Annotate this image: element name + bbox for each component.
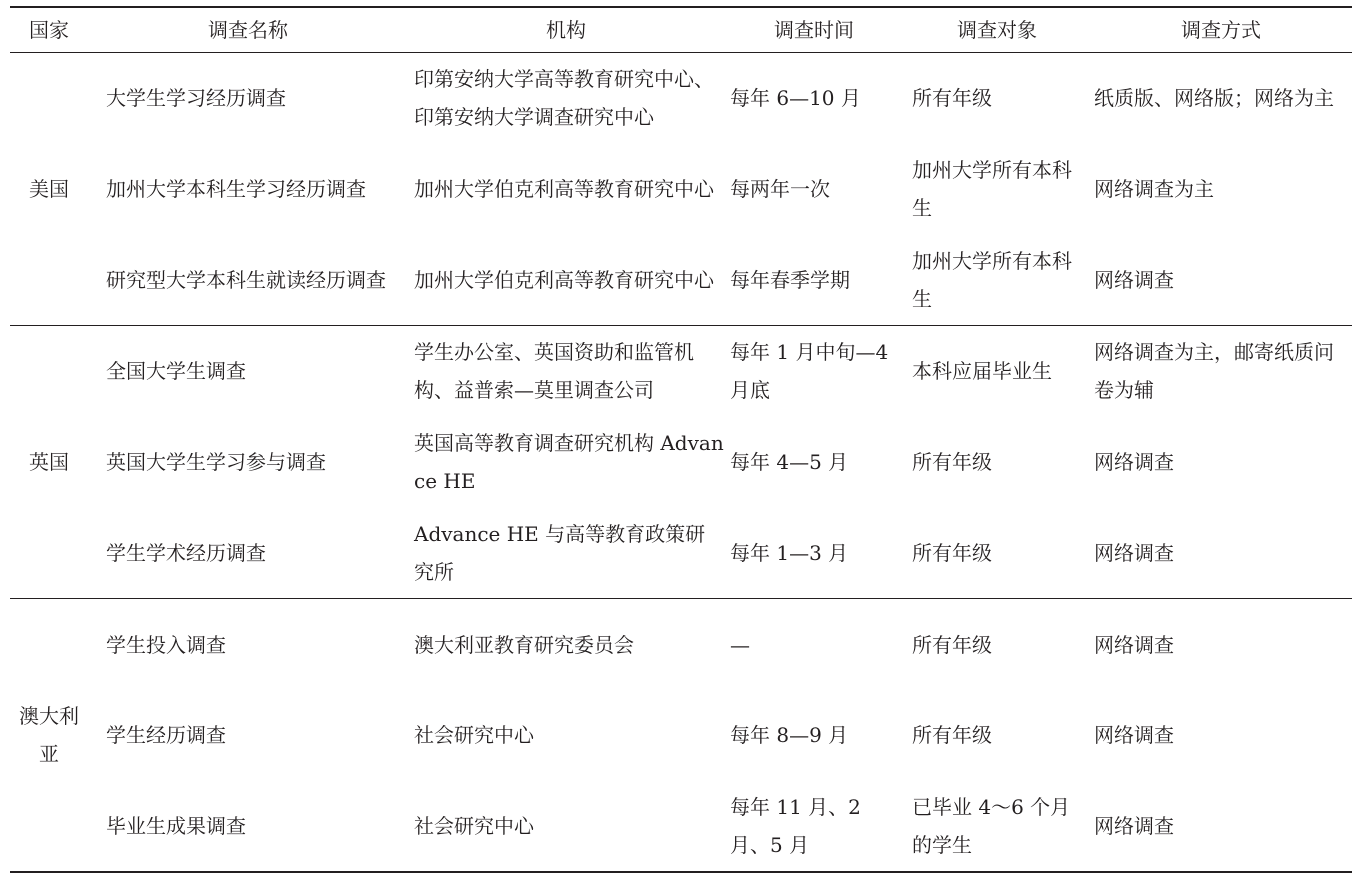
header-survey-time: 调查时间 <box>774 18 854 42</box>
survey-target-cell: 加州大学所有本科生 <box>912 158 1072 221</box>
table-row <box>10 326 1352 417</box>
header-survey-name: 调查名称 <box>208 18 288 42</box>
survey-method-cell: 网络调查为主 <box>1094 177 1214 202</box>
survey-method-cell: 网络调查 <box>1094 723 1174 748</box>
survey-time-cell: 每年 4—5 月 <box>730 450 849 475</box>
header-survey-method: 调查方式 <box>1181 18 1261 42</box>
country-cell: 美国 <box>29 177 69 202</box>
header-row <box>10 7 1352 53</box>
survey-target-cell: 所有年级 <box>912 632 992 657</box>
survey-time-cell: 每年 8—9 月 <box>730 723 849 748</box>
institution-cell: 加州大学伯克利高等教育研究中心 <box>414 177 714 202</box>
survey-name-cell: 加州大学本科生学习经历调查 <box>106 177 366 202</box>
survey-name-cell: 毕业生成果调查 <box>106 813 246 838</box>
survey-name-cell: 学生经历调查 <box>106 723 226 748</box>
survey-name-cell: 研究型大学本科生就读经历调查 <box>106 267 386 292</box>
survey-method-cell: 网络调查 <box>1094 632 1174 657</box>
survey-method-cell: 网络调查 <box>1094 541 1174 565</box>
survey-name-cell: 英国大学生学习参与调查 <box>106 450 326 475</box>
survey-method-cell: 网络调查为主，邮寄纸质问卷为辅 <box>1094 340 1334 403</box>
table-row <box>10 53 1352 144</box>
survey-method-cell: 网络调查 <box>1094 813 1174 838</box>
survey-target-cell: 所有年级 <box>912 86 992 111</box>
survey-method-cell: 纸质版、网络版；网络为主 <box>1094 86 1334 111</box>
header-institution: 机构 <box>546 18 586 42</box>
institution-cell: 社会研究中心 <box>414 813 534 838</box>
institution-cell: 澳大利亚教育研究委员会 <box>414 632 634 657</box>
institution-cell: 加州大学伯克利高等教育研究中心 <box>414 267 714 292</box>
survey-target-cell: 所有年级 <box>912 541 992 565</box>
survey-time-cell: 每年春季学期 <box>730 267 850 292</box>
survey-name-cell: 学生投入调查 <box>106 632 226 657</box>
survey-time-cell: 每年 11 月、2 月、5 月 <box>730 794 861 857</box>
table-row <box>10 417 1352 508</box>
survey-name-cell: 学生学术经历调查 <box>106 541 266 565</box>
survey-target-cell: 所有年级 <box>912 723 992 748</box>
survey-name-cell: 大学生学习经历调查 <box>106 86 286 111</box>
table-row <box>10 235 1352 326</box>
survey-time-cell: 每两年一次 <box>730 177 830 202</box>
table-row <box>10 781 1352 872</box>
survey-table <box>10 6 1352 873</box>
survey-method-cell: 网络调查 <box>1094 450 1174 475</box>
survey-time-cell: 每年 1—3 月 <box>730 541 849 565</box>
table-row <box>10 508 1352 599</box>
table-row <box>10 599 1352 690</box>
survey-target-cell: 已毕业 4～6 个月的学生 <box>912 794 1071 857</box>
country-cell: 澳大利亚 <box>19 704 79 767</box>
survey-method-cell: 网络调查 <box>1094 267 1174 292</box>
institution-cell: 英国高等教育调查研究机构 Advance HE <box>414 431 724 494</box>
institution-cell: 社会研究中心 <box>414 723 534 748</box>
header-survey-target: 调查对象 <box>957 18 1037 42</box>
table-row <box>10 144 1352 235</box>
institution-cell: 印第安纳大学高等教育研究中心、印第安纳大学调查研究中心 <box>414 67 714 130</box>
country-cell: 英国 <box>29 450 69 475</box>
survey-target-cell: 加州大学所有本科生 <box>912 248 1072 311</box>
table-row <box>10 690 1352 781</box>
survey-target-cell: 本科应届毕业生 <box>912 359 1052 384</box>
survey-time-cell: — <box>730 632 750 657</box>
institution-cell: 学生办公室、英国资助和监管机构、益普索—莫里调查公司 <box>414 340 694 403</box>
survey-name-cell: 全国大学生调查 <box>106 359 246 384</box>
header-country: 国家 <box>29 18 69 42</box>
survey-time-cell: 每年 6—10 月 <box>730 86 861 111</box>
survey-time-cell: 每年 1 月中旬—4 月底 <box>730 340 889 403</box>
institution-cell: Advance HE 与高等教育政策研究所 <box>414 522 706 584</box>
survey-target-cell: 所有年级 <box>912 450 992 475</box>
